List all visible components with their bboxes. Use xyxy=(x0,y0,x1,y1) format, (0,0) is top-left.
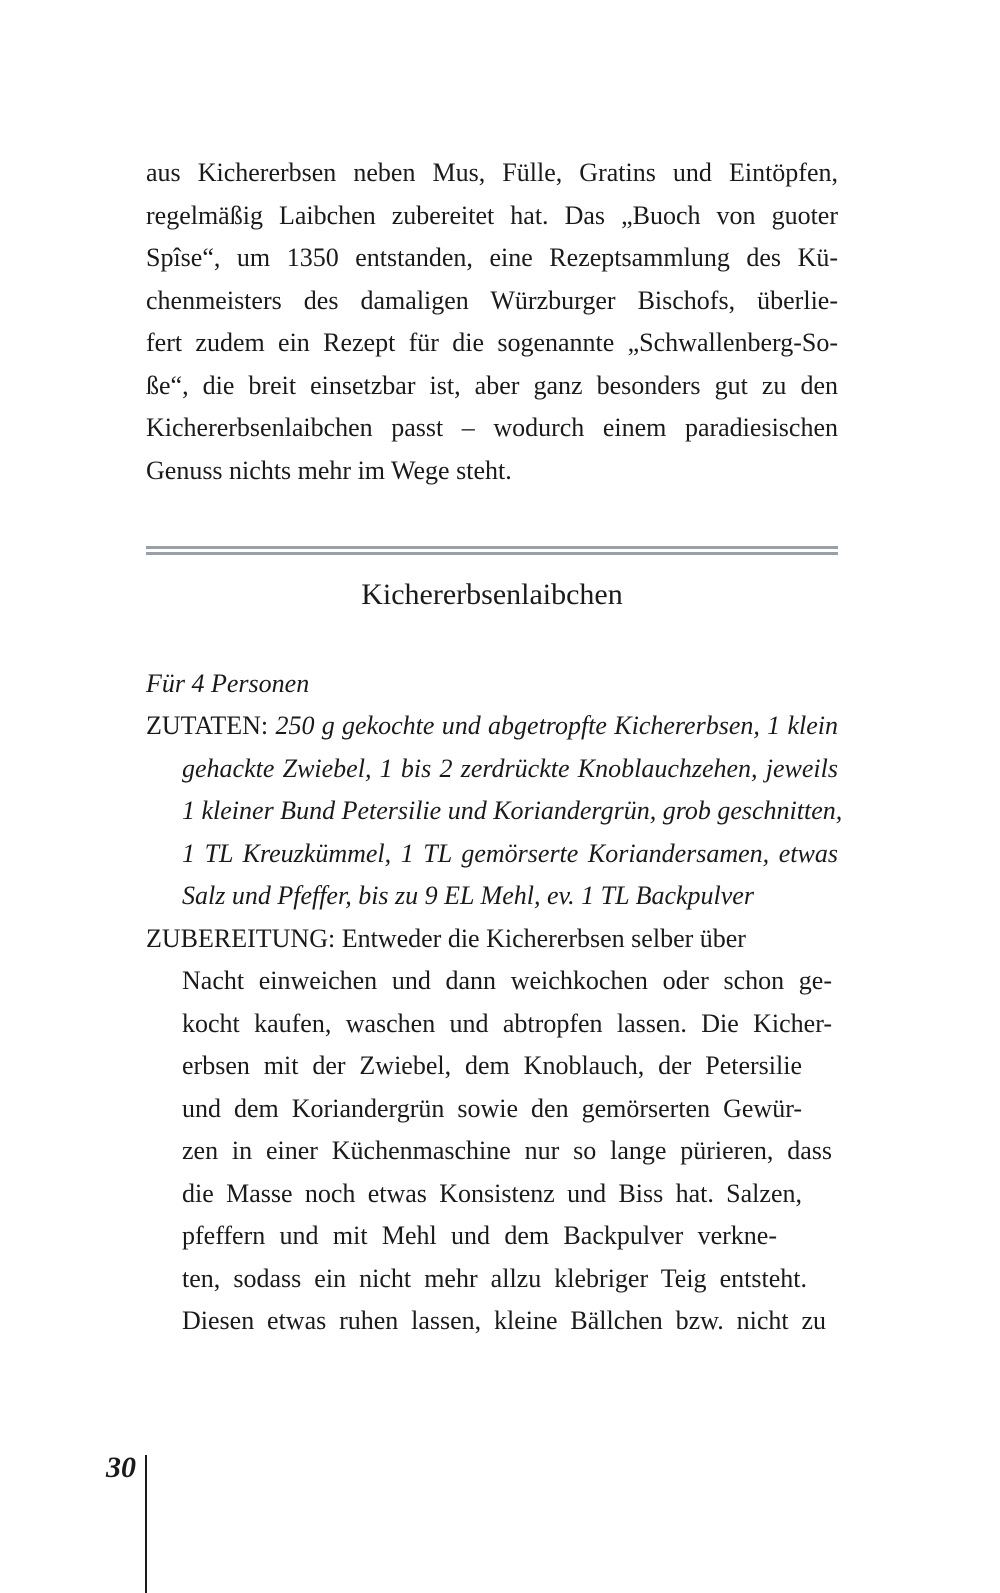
text-line: ße“, die breit einsetzbar ist, aber ganz besonders gut zu den xyxy=(146,371,838,400)
preparation-line: ten, sodass ein nicht mehr allzu klebriger Teig entsteht. xyxy=(182,1264,807,1293)
recipe-title: Kichererbsenlaibchen xyxy=(361,578,623,611)
preparation-label: ZUBEREITUNG: xyxy=(146,924,336,953)
text-line: Kichererbsenlaibchen passt – wodurch einem paradiesischen xyxy=(146,413,838,442)
preparation-line: und dem Koriandergrün sowie den gemörserten Gewür- xyxy=(182,1094,802,1123)
preparation-line: pfeffern und mit Mehl und dem Backpulver verkne- xyxy=(182,1221,777,1250)
text-line: chenmeisters des damaligen Würzburger Bischofs, überlie- xyxy=(146,286,838,315)
preparation-line: zen in einer Küchenmaschine nur so lange pürieren, dass xyxy=(182,1136,832,1165)
section-divider xyxy=(146,546,838,555)
recipe-servings: Für 4 Personen xyxy=(146,669,310,698)
text-line: regelmäßig Laibchen zubereitet hat. Das „Buoch von guoter xyxy=(146,201,838,230)
ingredients-line: Salz und Pfeffer, bis zu 9 EL Mehl, ev. 1 TL Backpulver xyxy=(182,881,754,910)
text-line: Spîse“, um 1350 entstanden, eine Rezeptsammlung des Kü- xyxy=(146,243,838,272)
preparation-first-line xyxy=(146,924,786,954)
preparation-line: Diesen etwas ruhen lassen, kleine Bällchen bzw. nicht zu xyxy=(182,1306,826,1335)
text-line: Genuss nichts mehr im Wege steht. xyxy=(146,456,512,485)
ingredients-line: gehackte Zwiebel, 1 bis 2 zerdrückte Knoblauchzehen, jeweils xyxy=(182,754,838,783)
ingredients-line: 1 TL Kreuzkümmel, 1 TL gemörserte Koriandersamen, etwas xyxy=(182,839,838,868)
preparation-line: die Masse noch etwas Konsistenz und Biss hat. Salzen, xyxy=(182,1179,802,1208)
text-line: fert zudem ein Rezept für die sogenannte „Schwallenberg-So- xyxy=(146,328,838,357)
page-margin-rule xyxy=(145,1455,147,1593)
ingredients-first-line xyxy=(146,711,838,741)
preparation-line: Nacht einweichen und dann weichkochen oder schon ge- xyxy=(182,966,832,995)
text-line: aus Kichererbsen neben Mus, Fülle, Gratins und Eintöpfen, xyxy=(146,158,838,187)
page-number: 30 xyxy=(106,1451,136,1484)
ingredients-text: 250 g gekochte und abgetropfte Kichererbsen, 1 klein xyxy=(275,711,839,740)
preparation-line: erbsen mit der Zwiebel, dem Knoblauch, der Petersilie xyxy=(182,1051,802,1080)
ingredients-line: 1 kleiner Bund Petersilie und Koriandergrün, grob geschnitten, xyxy=(182,796,843,825)
ingredients-label: ZUTATEN: xyxy=(146,711,269,740)
preparation-line: kocht kaufen, waschen und abtropfen lassen. Die Kicher- xyxy=(182,1009,832,1038)
preparation-text: Entweder die Kichererbsen selber über xyxy=(341,924,746,953)
section-divider-gap xyxy=(146,549,838,550)
